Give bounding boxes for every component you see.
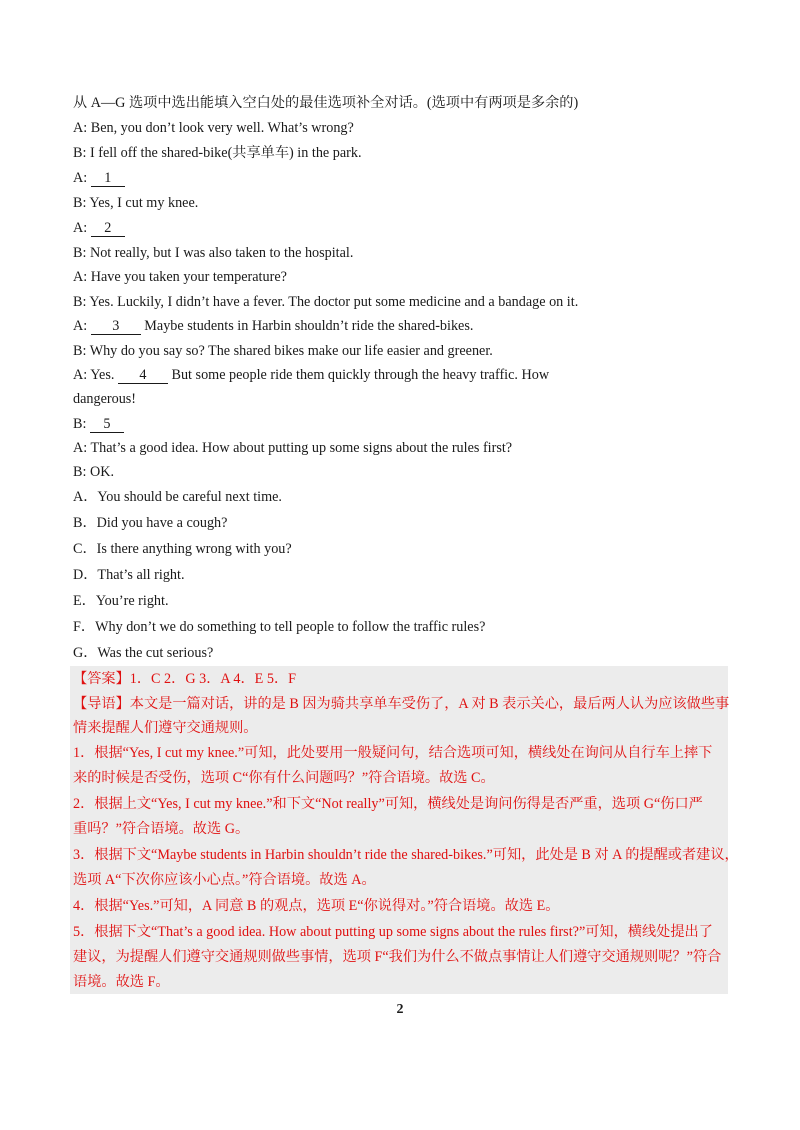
option-e: E．You’re right. bbox=[73, 593, 169, 609]
dialogue-line bbox=[73, 414, 124, 434]
speaker: A: bbox=[73, 220, 88, 236]
answer-guide-line: 情来提醒人们遵守交通规则。 bbox=[73, 720, 258, 736]
dialogue-line bbox=[73, 365, 549, 385]
dialogue-line: B: Not really, but I was also taken to the hospital. bbox=[73, 245, 354, 261]
dialogue-line bbox=[73, 218, 125, 238]
explanation-3: 选项 A“下次你应该小心点。”符合语境。故选 A。 bbox=[73, 872, 376, 888]
dialogue-rest: Maybe students in Harbin shouldn’t ride the shared-bikes. bbox=[144, 318, 474, 334]
explanation-5: 5．根据下文“That’s a good idea. How about putting up some signs about the rules first?”可知，横线处提出了 bbox=[73, 924, 713, 940]
explanation-5: 语境。故选 F。 bbox=[73, 974, 170, 990]
dialogue-line: B: Why do you say so? The shared bikes make our life easier and greener. bbox=[73, 343, 493, 359]
explanation-2: 2．根据上文“Yes, I cut my knee.”和下文“Not really”可知，横线处是询问伤得是否严重，选项 G“伤口严 bbox=[73, 796, 703, 812]
dialogue-line: B: Yes. Luckily, I didn’t have a fever. The doctor put some medicine and a bandage on it. bbox=[73, 294, 579, 310]
option-g: G．Was the cut serious? bbox=[73, 645, 214, 661]
dialogue-line: B: OK. bbox=[73, 464, 114, 480]
dialogue-line bbox=[73, 168, 125, 188]
dialogue-line: B: Yes, I cut my knee. bbox=[73, 195, 199, 211]
speaker: A: bbox=[73, 318, 88, 334]
dialogue-line: dangerous! bbox=[73, 391, 137, 407]
blank-3[interactable]: 3 bbox=[91, 319, 141, 335]
page-number: 2 bbox=[396, 1002, 404, 1017]
instruction: 从 A—G 选项中选出能填入空白处的最佳选项补全对话。(选项中有两项是多余的) bbox=[73, 95, 579, 111]
blank-2[interactable]: 2 bbox=[91, 221, 125, 237]
speaker: A: Yes. bbox=[73, 367, 115, 383]
blank-4[interactable]: 4 bbox=[118, 368, 168, 384]
speaker: B: bbox=[73, 416, 87, 432]
dialogue-line: B: I fell off the shared-bike(共享单车) in the park. bbox=[73, 145, 362, 161]
explanation-1: 1．根据“Yes, I cut my knee.”可知，此处要用一般疑问句，结合选项可知，横线处在询问从自行车上摔下 bbox=[73, 745, 713, 761]
explanation-2: 重吗？”符合语境。故选 G。 bbox=[73, 821, 250, 837]
option-d: D．That’s all right. bbox=[73, 567, 185, 583]
dialogue-line: A: That’s a good idea. How about putting up some signs about the rules first? bbox=[73, 440, 513, 456]
dialogue-rest: But some people ride them quickly through the heavy traffic. How bbox=[171, 367, 550, 383]
explanation-5: 建议，为提醒人们遵守交通规则做些事情，选项 F“我们为什么不做点事情让人们遵守交通规则呢？”符合 bbox=[73, 949, 722, 965]
explanation-1: 来的时候是否受伤，选项 C“你有什么问题吗？”符合语境。故选 C。 bbox=[73, 770, 495, 786]
option-a: A．You should be careful next time. bbox=[73, 489, 282, 505]
option-c: C．Is there anything wrong with you? bbox=[73, 541, 292, 557]
blank-1[interactable]: 1 bbox=[91, 171, 125, 187]
dialogue-line bbox=[73, 316, 473, 336]
dialogue-line: A: Have you taken your temperature? bbox=[73, 269, 287, 285]
explanation-4: 4．根据“Yes.”可知，A 同意 B 的观点，选项 E“你说得对。”符合语境。故选 E。 bbox=[73, 898, 560, 914]
answer-key: 【答案】1．C 2．G 3．A 4．E 5．F bbox=[73, 671, 297, 687]
answer-guide-line: 【导语】本文是一篇对话，讲的是 B 因为骑共享单车受伤了，A 对 B 表示关心，最后两人认为应该做些事 bbox=[73, 696, 730, 712]
option-f: F．Why don’t we do something to tell people to follow the traffic rules? bbox=[73, 619, 486, 635]
explanation-3: 3．根据下文“Maybe students in Harbin shouldn’t ride the shared-bikes.”可知，此处是 B 对 A 的提醒或者建议， bbox=[73, 847, 739, 863]
option-b: B．Did you have a cough? bbox=[73, 515, 228, 531]
speaker: A: bbox=[73, 170, 88, 186]
dialogue-line: A: Ben, you don’t look very well. What’s wrong? bbox=[73, 120, 354, 136]
blank-5[interactable]: 5 bbox=[90, 417, 124, 433]
